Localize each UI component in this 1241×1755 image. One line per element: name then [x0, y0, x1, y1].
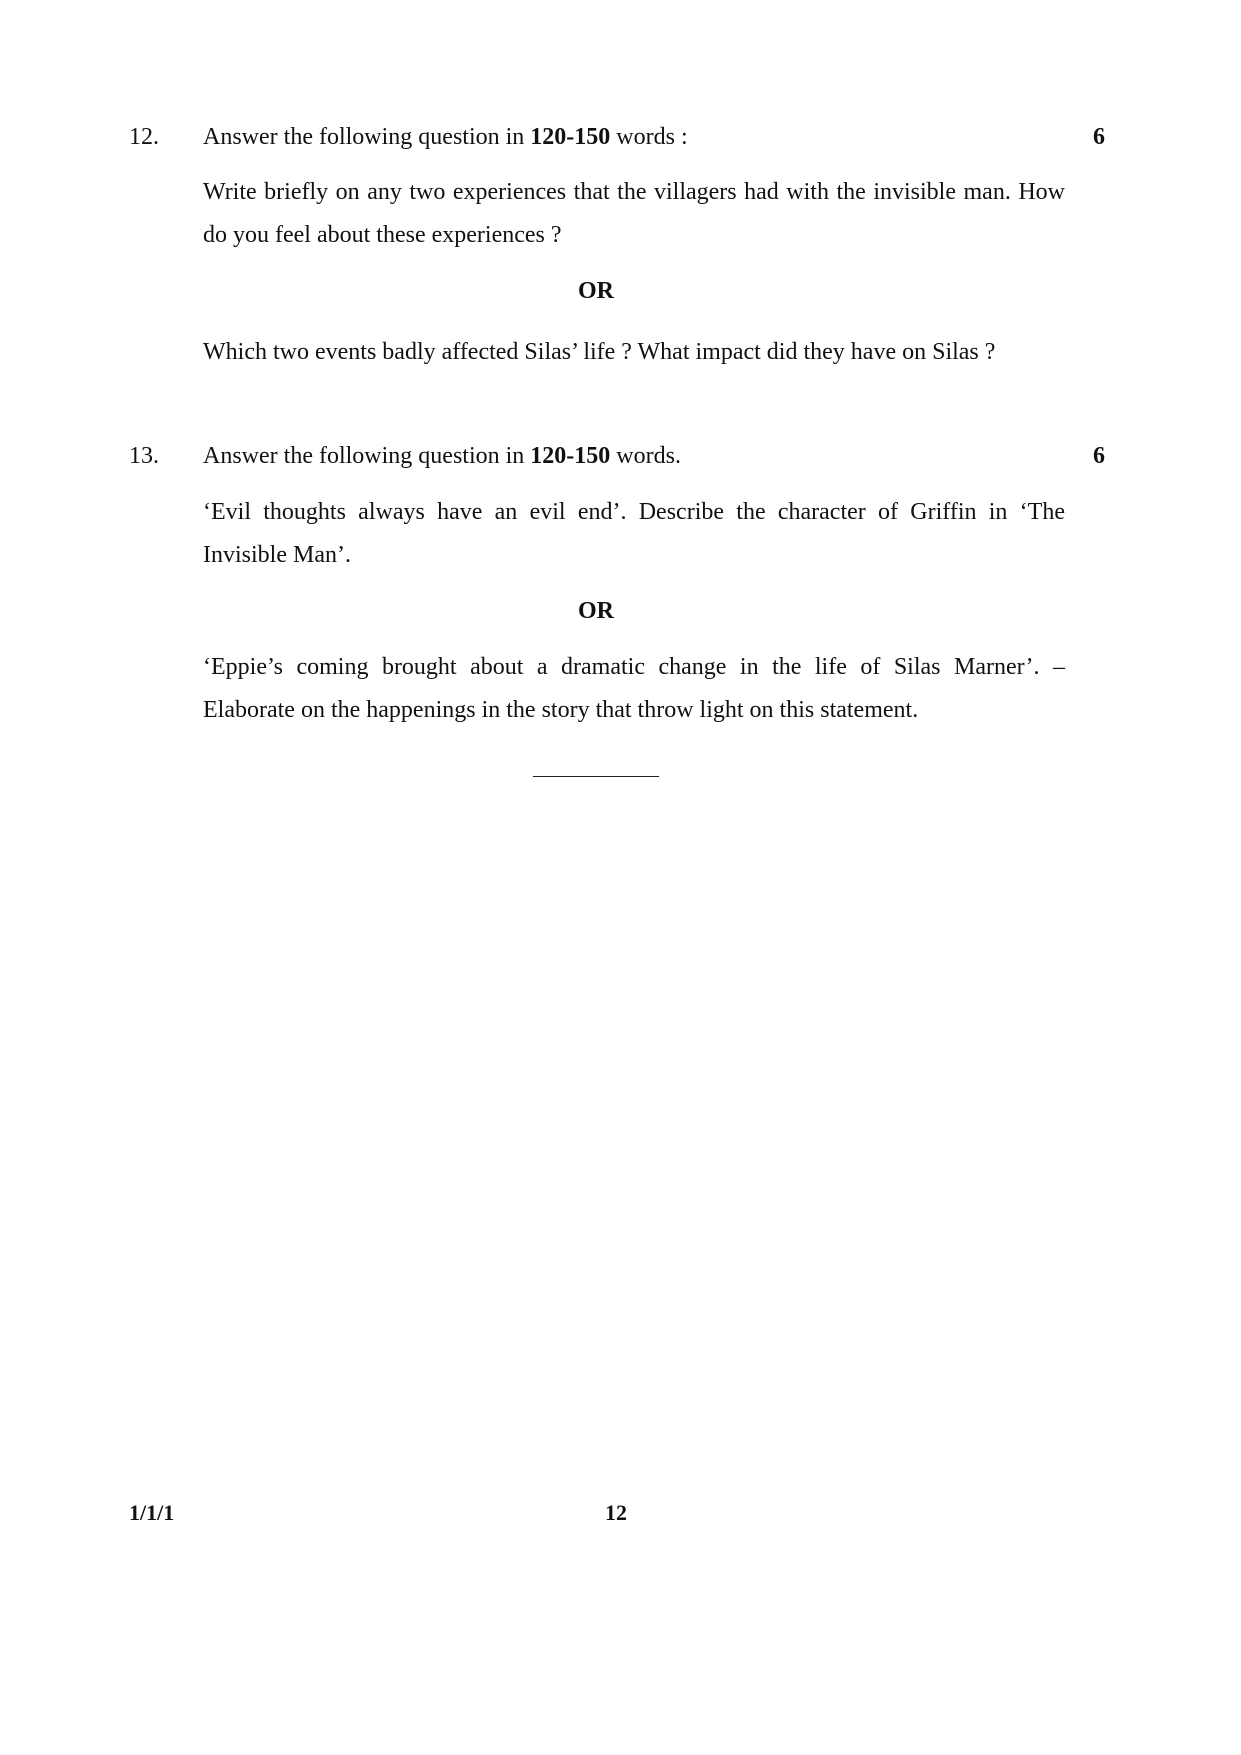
question-option-b: ‘Eppie’s coming brought about a dramatic change in the life of Silas Marner’. – Elaborate on the happenings in the story that throw light on this statement. — [203, 654, 1065, 723]
paper-code: 1/1/1 — [129, 1500, 175, 1525]
or-separator: OR — [578, 598, 614, 624]
end-rule — [533, 776, 659, 777]
question-number: 12. — [129, 124, 159, 150]
page-number: 12 — [605, 1500, 627, 1525]
question-marks: 6 — [1093, 124, 1105, 150]
or-separator: OR — [578, 278, 614, 304]
question-option-b: Which two events badly affected Silas’ life ? What impact did they have on Silas ? — [203, 339, 996, 365]
question-number: 13. — [129, 443, 159, 469]
question-instruction: Answer the following question in 120-150 words : — [203, 124, 688, 150]
question-instruction: Answer the following question in 120-150 words. — [203, 443, 681, 469]
question-option-a: Write briefly on any two experiences that the villagers had with the invisible man. How do you feel about these experiences ? — [203, 179, 1065, 248]
question-marks: 6 — [1093, 443, 1105, 469]
question-option-a: ‘Evil thoughts always have an evil end’. Describe the character of Griffin in ‘The Invisible Man’. — [203, 499, 1065, 568]
